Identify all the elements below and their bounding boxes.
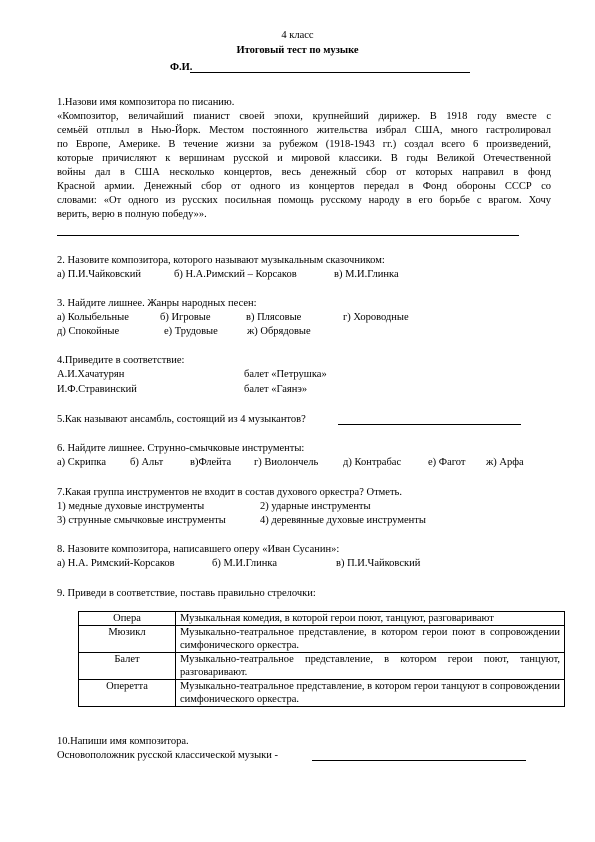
q2-option-c[interactable]: в) М.И.Глинка [334, 269, 399, 280]
q7-option-1[interactable]: 1) медные духовые инструменты [57, 501, 205, 512]
q6-option-c[interactable]: в)Флейта [190, 457, 232, 468]
q2-option-a[interactable]: а) П.И.Чайковский [57, 269, 142, 280]
q8-question: 8. Назовите композитора, написавшего оперу «Иван Сусанин»: [57, 544, 340, 555]
q6-option-f[interactable]: е) Фагот [428, 457, 466, 468]
name-answer-line[interactable] [190, 72, 470, 73]
q7-option-3[interactable]: 3) струнные смычковые инструменты [57, 515, 226, 526]
q6-option-e[interactable]: д) Контрабас [343, 457, 402, 468]
q1-text-line-4: которые причисляют к вершинам русской и мировой классики. В годы Великой Отечественной [57, 153, 551, 164]
table-row [79, 680, 565, 707]
q3-option-e[interactable]: д) Спокойные [57, 326, 120, 337]
q7-option-2[interactable]: 2) ударные инструменты [260, 501, 371, 512]
q4-question: 4.Приведите в соответствие: [57, 355, 185, 366]
q10-prompt: Основоположник русской классической музыки - [57, 750, 278, 761]
genre-cell[interactable]: Мюзикл [79, 626, 176, 653]
q4-work-2[interactable]: балет «Гаянэ» [244, 384, 308, 395]
q3-option-c[interactable]: в) Плясовые [246, 312, 302, 323]
q2-option-b[interactable]: б) Н.А.Римский – Корсаков [174, 269, 297, 280]
genre-cell[interactable]: Опера [79, 612, 176, 626]
q1-text-line-8: верить, верю в полную победу»». [57, 209, 207, 220]
q4-work-1[interactable]: балет «Петрушка» [244, 369, 327, 380]
q6-option-d[interactable]: г) Виолончель [254, 457, 319, 468]
q1-question: 1.Назови имя композитора по писанию. [57, 97, 235, 108]
q10-answer-line[interactable] [312, 760, 526, 761]
table-row [79, 653, 565, 680]
page-title: Итоговый тест по музыке [236, 45, 359, 56]
q2-question: 2. Назовите композитора, которого называют музыкальным сказочником: [57, 255, 385, 266]
q3-option-f[interactable]: е) Трудовые [164, 326, 218, 337]
description-cell[interactable]: Музыкальная комедия, в которой герои поют, танцуют, разговаривают [176, 612, 565, 626]
genre-cell[interactable]: Балет [79, 653, 176, 680]
q8-option-b[interactable]: б) М.И.Глинка [212, 558, 277, 569]
q1-text-line-1: «Композитор, величайший пианист своей эпохи, крупнейший дирижер. В 1918 году вместе с [57, 111, 551, 122]
q3-option-d[interactable]: г) Хороводные [343, 312, 409, 323]
q1-text-line-5: войны дал в США несколько концертов, весь денежный сбор от которых направил в фонд [57, 167, 551, 178]
q6-option-b[interactable]: б) Альт [130, 457, 164, 468]
description-cell[interactable]: Музыкально-театральное представление, в котором герои поют в сопровождении симфонического оркестра. [176, 626, 565, 653]
genre-cell[interactable]: Оперетта [79, 680, 176, 707]
q4-composer-2[interactable]: И.Ф.Стравинский [57, 384, 137, 395]
q3-option-g[interactable]: ж) Обрядовые [247, 326, 311, 337]
q9-question: 9. Приведи в соответствие, поставь правильно стрелочки: [57, 588, 316, 599]
q8-option-c[interactable]: в) П.И.Чайковский [336, 558, 421, 569]
q1-text-line-6: Красной армии. Денежный сбор от одного из концертов передал в Фонд обороны СССР со [57, 181, 551, 192]
grade-label: 4 класс [281, 30, 314, 41]
q7-question: 7.Какая группа инструментов не входит в состав духового оркестра? Отметь. [57, 487, 402, 498]
description-cell[interactable]: Музыкально-театральное представление, в котором герои танцуют в сопровождении симфонического оркестра. [176, 680, 565, 707]
q6-question: 6. Найдите лишнее. Струнно-смычковые инструменты: [57, 443, 305, 454]
name-label: Ф.И. [170, 62, 193, 73]
q5-answer-line[interactable] [338, 424, 521, 425]
q10-question: 10.Напиши имя композитора. [57, 736, 189, 747]
table-row [79, 612, 565, 626]
q3-option-b[interactable]: б) Игровые [160, 312, 211, 323]
q6-option-g[interactable]: ж) Арфа [486, 457, 524, 468]
description-cell[interactable]: Музыкально-театральное представление, в котором герои поют, танцуют, разговаривают. [176, 653, 565, 680]
q3-question: 3. Найдите лишнее. Жанры народных песен: [57, 298, 257, 309]
q1-answer-line[interactable] [57, 235, 519, 236]
q6-option-a[interactable]: а) Скрипка [57, 457, 106, 468]
q9-matching-table [78, 611, 565, 707]
q1-text-line-3: по Европе, Америке. В течение жизни за рубежом (1918-1943 гг.) создал всего 6 произведений, [57, 139, 551, 150]
q7-option-4[interactable]: 4) деревянные духовые инструменты [260, 515, 426, 526]
table-row [79, 626, 565, 653]
q4-composer-1[interactable]: А.И.Хачатурян [57, 369, 125, 380]
q8-option-a[interactable]: а) Н.А. Римский-Корсаков [57, 558, 175, 569]
q5-question: 5.Как называют ансамбль, состоящий из 4 музыкантов? [57, 414, 306, 425]
q1-text-line-2: семьёй отплыл в Нью-Йорк. Местом постоянного жительства избрал США, много гастролировал [57, 125, 551, 136]
q3-option-a[interactable]: а) Колыбельные [57, 312, 129, 323]
q1-text-line-7: словами: «От одного из русских посильная помощь русскому народу в его борьбе с врагом. Хочу [57, 195, 551, 206]
